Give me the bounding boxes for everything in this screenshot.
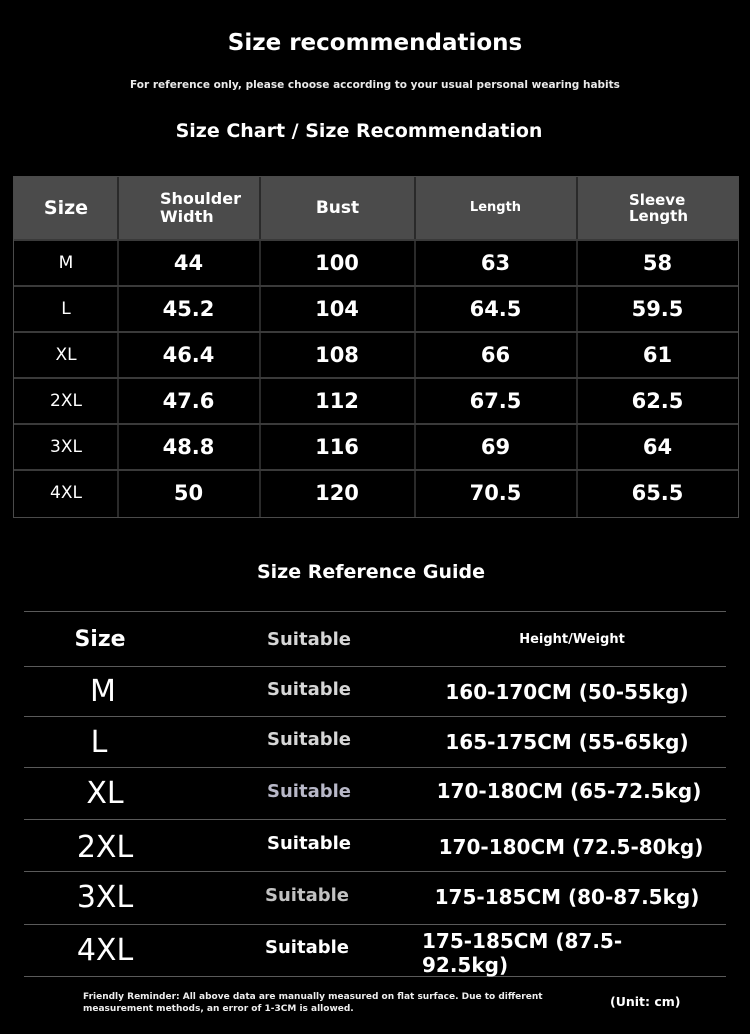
size-chart-cell-bust: 104 — [315, 297, 359, 321]
size-chart-cell-shoulder: 48.8 — [162, 435, 215, 459]
guide-cell-size: XL — [86, 776, 124, 811]
size-chart-cell-shoulder: 45.2 — [162, 297, 215, 321]
size-chart-cell-sleeve: 61 — [642, 343, 673, 367]
guide-cell-suitable: Suitable — [267, 728, 351, 750]
size-chart-cell-sleeve: 58 — [642, 251, 673, 275]
size-chart-header-size: Size — [43, 196, 89, 219]
size-chart-cell-size: M — [58, 253, 74, 273]
guide-cell-suitable: Suitable — [265, 936, 349, 958]
guide-cell-size: 4XL — [76, 932, 134, 968]
size-chart-table — [13, 176, 739, 518]
size-chart-header-bust: Bust — [315, 197, 360, 218]
size-guide-title: Size Reference Guide — [256, 561, 486, 583]
page-title: Size recommendations — [227, 30, 523, 56]
guide-cell-suitable: Suitable — [267, 678, 351, 700]
guide-cell-height-weight: 170-180CM (72.5-80kg) — [438, 835, 704, 859]
guide-header-suitable: Suitable — [267, 628, 351, 650]
size-chart-cell-bust: 116 — [315, 435, 359, 459]
guide-cell-suitable: Suitable — [267, 781, 351, 802]
size-chart-cell-length: 64.5 — [469, 297, 522, 321]
size-chart-cell-shoulder: 50 — [173, 481, 204, 505]
guide-cell-height-weight: 175-185CM (80-87.5kg) — [434, 885, 700, 909]
guide-header-height-weight: Height/Weight — [519, 631, 625, 647]
size-chart-cell-shoulder: 47.6 — [162, 389, 215, 413]
size-chart-header-length: Length — [469, 199, 522, 215]
guide-cell-size: L — [90, 724, 108, 760]
guide-cell-suitable: Suitable — [267, 832, 351, 854]
size-chart-cell-shoulder: 46.4 — [162, 343, 215, 367]
size-chart-cell-size: 4XL — [50, 483, 82, 503]
guide-cell-suitable: Suitable — [265, 884, 349, 906]
guide-header-size: Size — [74, 626, 126, 652]
guide-cell-size: 2XL — [76, 829, 134, 865]
size-chart-cell-sleeve: 62.5 — [631, 389, 684, 413]
guide-cell-size: M — [90, 674, 116, 709]
size-chart-cell-size: L — [61, 299, 71, 319]
size-chart-cell-length: 66 — [480, 343, 511, 367]
size-chart-cell-bust: 108 — [315, 343, 359, 367]
friendly-reminder: Friendly Reminder: All above data are manually measured on flat surface. Due to different measurement methods, an error of 1-3CM is allowed. — [83, 992, 543, 1015]
size-chart-title: Size Chart / Size Recommendation — [175, 120, 543, 142]
size-chart-cell-length: 63 — [480, 251, 511, 275]
size-chart-cell-sleeve: 65.5 — [631, 481, 684, 505]
guide-cell-size: 3XL — [76, 879, 134, 915]
size-chart-cell-size: 3XL — [50, 437, 82, 457]
size-chart-cell-bust: 112 — [315, 389, 359, 413]
size-chart-cell-shoulder: 44 — [173, 251, 204, 275]
size-chart-cell-sleeve: 64 — [642, 435, 673, 459]
size-chart-cell-bust: 120 — [315, 481, 359, 505]
guide-cell-height-weight: 160-170CM (50-55kg) — [445, 679, 689, 704]
guide-cell-height-weight: 175-185CM (87.5-92.5kg) — [422, 929, 623, 977]
size-chart-cell-size: XL — [55, 345, 77, 365]
size-chart-cell-bust: 100 — [315, 251, 359, 275]
page-subtitle: For reference only, please choose according to your usual personal wearing habits — [130, 79, 620, 91]
size-chart-cell-length: 69 — [480, 435, 511, 459]
size-chart-header-shoulder: Shoulder Width — [160, 189, 241, 226]
size-chart-header-sleeve: Sleeve Length — [629, 190, 688, 225]
size-chart-cell-length: 70.5 — [469, 481, 522, 505]
guide-cell-height-weight: 170-180CM (65-72.5kg) — [436, 779, 702, 803]
unit-label: (Unit: cm) — [610, 994, 681, 1009]
size-chart-cell-length: 67.5 — [469, 389, 522, 413]
size-chart-cell-size: 2XL — [50, 391, 82, 411]
guide-cell-height-weight: 165-175CM (55-65kg) — [445, 730, 689, 754]
size-chart-cell-sleeve: 59.5 — [631, 297, 684, 321]
